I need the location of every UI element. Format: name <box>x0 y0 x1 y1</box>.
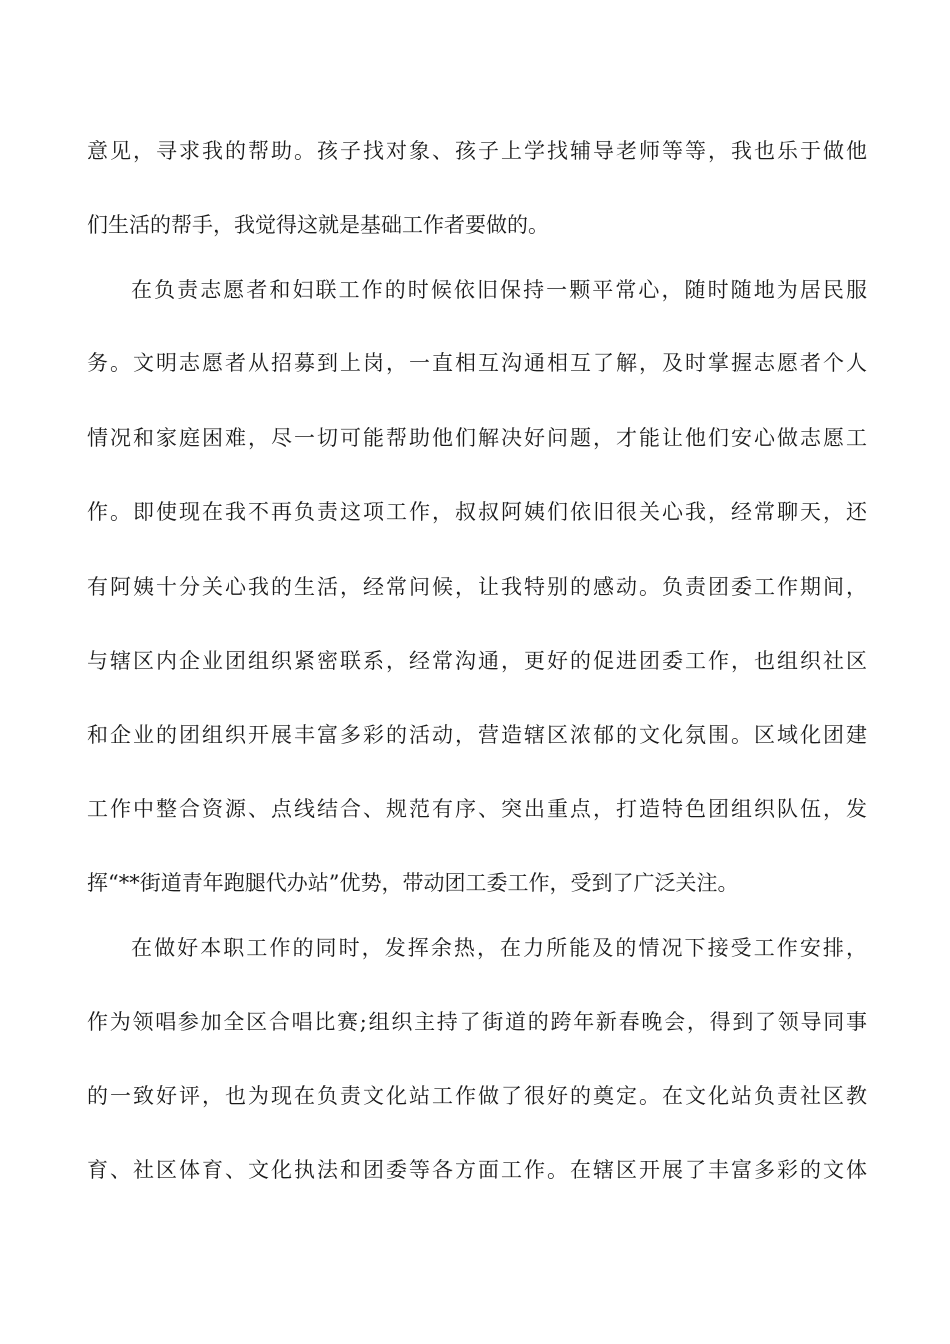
text-line: 有阿姨十分关心我的生活，经常问候，让我特别的感动。负责团委工作期间， <box>87 575 867 599</box>
text-line: 育、社区体育、文化执法和团委等各方面工作。在辖区开展了丰富多彩的文体 <box>87 1158 867 1182</box>
text-line: 工作中整合资源、点线结合、规范有序、突出重点，打造特色团组织队伍，发 <box>87 797 867 821</box>
text-line: 情况和家庭困难，尽一切可能帮助他们解决好问题，才能让他们安心做志愿工 <box>87 426 867 450</box>
text-line: 和企业的团组织开展丰富多彩的活动，营造辖区浓郁的文化氛围。区域化团建 <box>87 723 867 747</box>
paragraph-start-line: 在做好本职工作的同时，发挥余热，在力所能及的情况下接受工作安排， <box>131 936 867 960</box>
text-line: 务。文明志愿者从招募到上岗，一直相互沟通相互了解，及时掌握志愿者个人 <box>87 351 867 375</box>
text-line: 的一致好评，也为现在负责文化站工作做了很好的奠定。在文化站负责社区教 <box>87 1084 867 1108</box>
text-line: 作为领唱参加全区合唱比赛;组织主持了街道的跨年新春晚会，得到了领导同事 <box>87 1010 867 1034</box>
text-line: 挥“**街道青年跑腿代办站”优势，带动团工委工作，受到了广泛关注。 <box>87 871 739 895</box>
text-line: 意见，寻求我的帮助。孩子找对象、孩子上学找辅导老师等等，我也乐于做他 <box>87 139 867 163</box>
text-line: 与辖区内企业团组织紧密联系，经常沟通，更好的促进团委工作，也组织社区 <box>87 649 867 673</box>
text-line: 作。即使现在我不再负责这项工作，叔叔阿姨们依旧很关心我，经常聊天，还 <box>87 500 867 524</box>
paragraph-start-line: 在负责志愿者和妇联工作的时候依旧保持一颗平常心，随时随地为居民服 <box>131 278 867 302</box>
text-line: 们生活的帮手，我觉得这就是基础工作者要做的。 <box>87 213 549 237</box>
